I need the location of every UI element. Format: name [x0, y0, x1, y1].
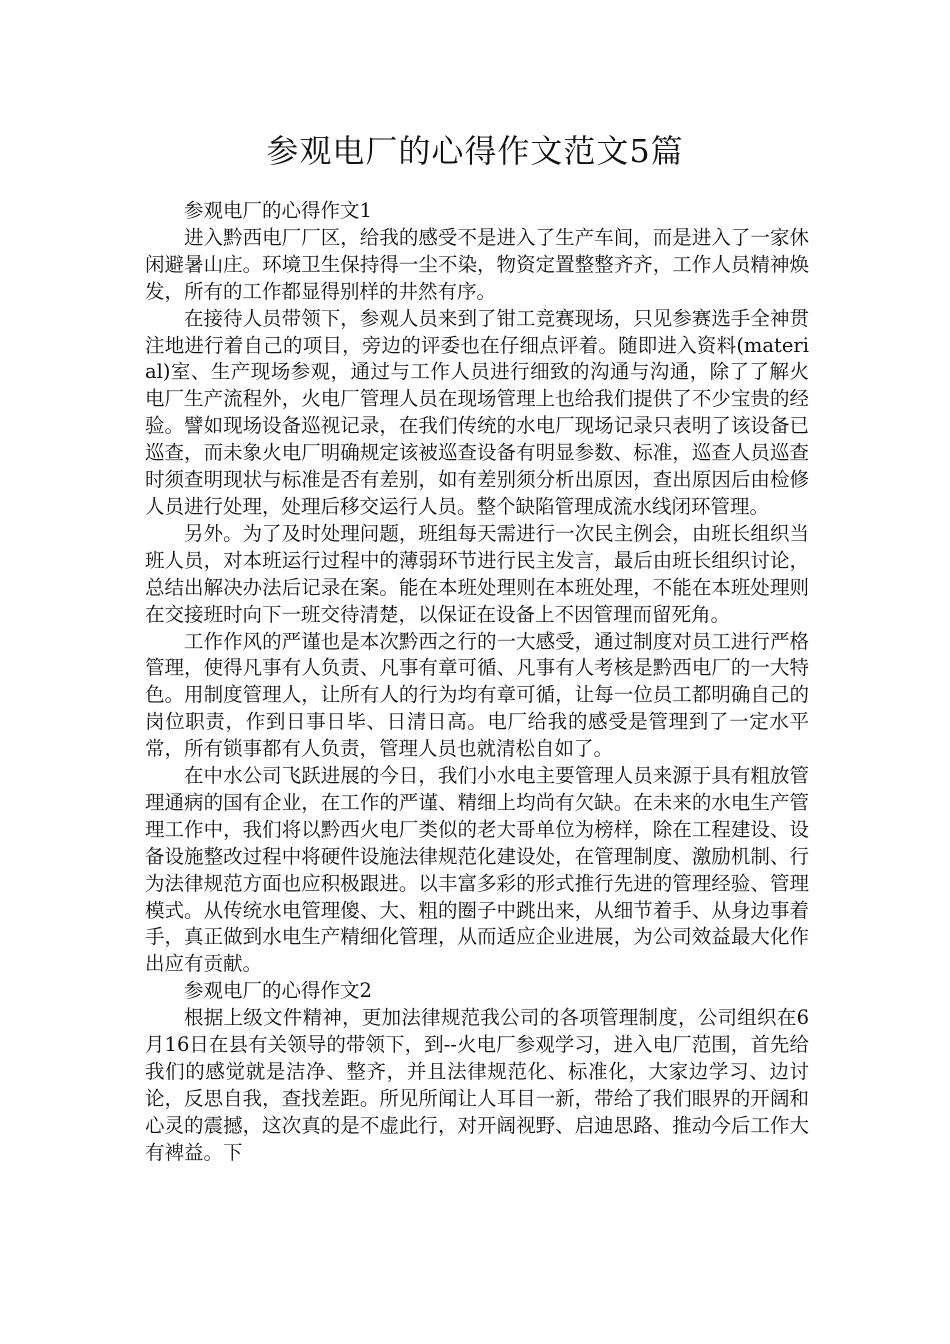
section-heading-1: 参观电厂的心得作文1 [184, 199, 372, 222]
paragraph: 根据上级文件精神，更加法律规范我公司的各项管理制度，公司组织在6月16日在县有关领导的带领下，到--火电厂参观学习，进入电厂范围，首先给我们的感觉就是洁净、整齐，并且法律规范化、标准化，大家边学习、边讨论，反思自我，查找差距。所见所闻让人耳目一新，带给了我们眼界的开阔和心灵的震撼，这次真的是不虚此行，对开阔视野、启迪思路、推动今后工作大有裨益。下 [145, 1006, 809, 1164]
document-title: 参观电厂的心得作文范文5篇 [266, 132, 684, 170]
paragraph: 工作作风的严谨也是本次黔西之行的一大感受，通过制度对员工进行严格管理，使得凡事有人负责、凡事有章可循、凡事有人考核是黔西电厂的一大特色。用制度管理人，让所有人的行为均有章可循，让每一位员工都明确自己的岗位职责，作到日事日毕、日清日高。电厂给我的感受是管理到了一定水平常，所有锁事都有人负责，管理人员也就清松自如了。 [145, 629, 809, 761]
section-heading-2: 参观电厂的心得作文2 [184, 979, 372, 1003]
paragraph: 另外。为了及时处理问题，班组每天需进行一次民主例会，由班长组织当班人员，对本班运行过程中的薄弱环节进行民主发言，最后由班长组织讨论，总结出解决办法后记录在案。能在本班处理则在本班处理，不能在本班处理则在交接班时向下一班交待清楚，以保证在设备上不因管理而留死角。 [145, 521, 809, 626]
paragraph: 在中水公司飞跃进展的今日，我们小水电主要管理人员来源于具有粗放管理通病的国有企业，在工作的严谨、精细上均尚有欠缺。在未来的水电生产管理工作中，我们将以黔西火电厂类似的老大哥单位为榜样，除在工程建设、设备设施整改过程中将硬件设施法律规范化建设处，在管理制度、激励机制、行为法律规范方面也应积极跟进。以丰富多彩的形式推行先进的管理经验、管理模式。从传统水电管理傻、大、粗的圈子中跳出来，从细节着手、从身边事着手，真正做到水电生产精细化管理，从而适应企业进展，为公司效益最大化作出应有贡献。 [145, 764, 809, 976]
paragraph: 在接待人员带领下，参观人员来到了钳工竞赛现场，只见参赛选手全神贯注地进行着自己的项目，旁边的评委也在仔细点评着。随即进入资料(material)室、生产现场参观，通过与工作人员进行细致的沟通与沟通，除了了解火电厂生产流程外，火电厂管理人员在现场管理上也给我们提供了不少宝贵的经验。譬如现场设备巡视记录，在我们传统的水电厂现场记录只表明了该设备已巡查，而未象火电厂明确规定该被巡查设备有明显参数、标准，巡查人员巡查时须查明现状与标准是否有差别，如有差别须分析出原因，查出原因后由检修人员进行处理，处理后移交运行人员。整个缺陷管理成流水线闭环管理。 [145, 306, 809, 518]
paragraph: 进入黔西电厂厂区，给我的感受不是进入了生产车间，而是进入了一家休闲避暑山庄。环境卫生保持得一尘不染，物资定置整整齐齐，工作人员精神焕发，所有的工作都显得别样的井然有序。 [145, 225, 809, 303]
document-body [145, 198, 809, 1167]
